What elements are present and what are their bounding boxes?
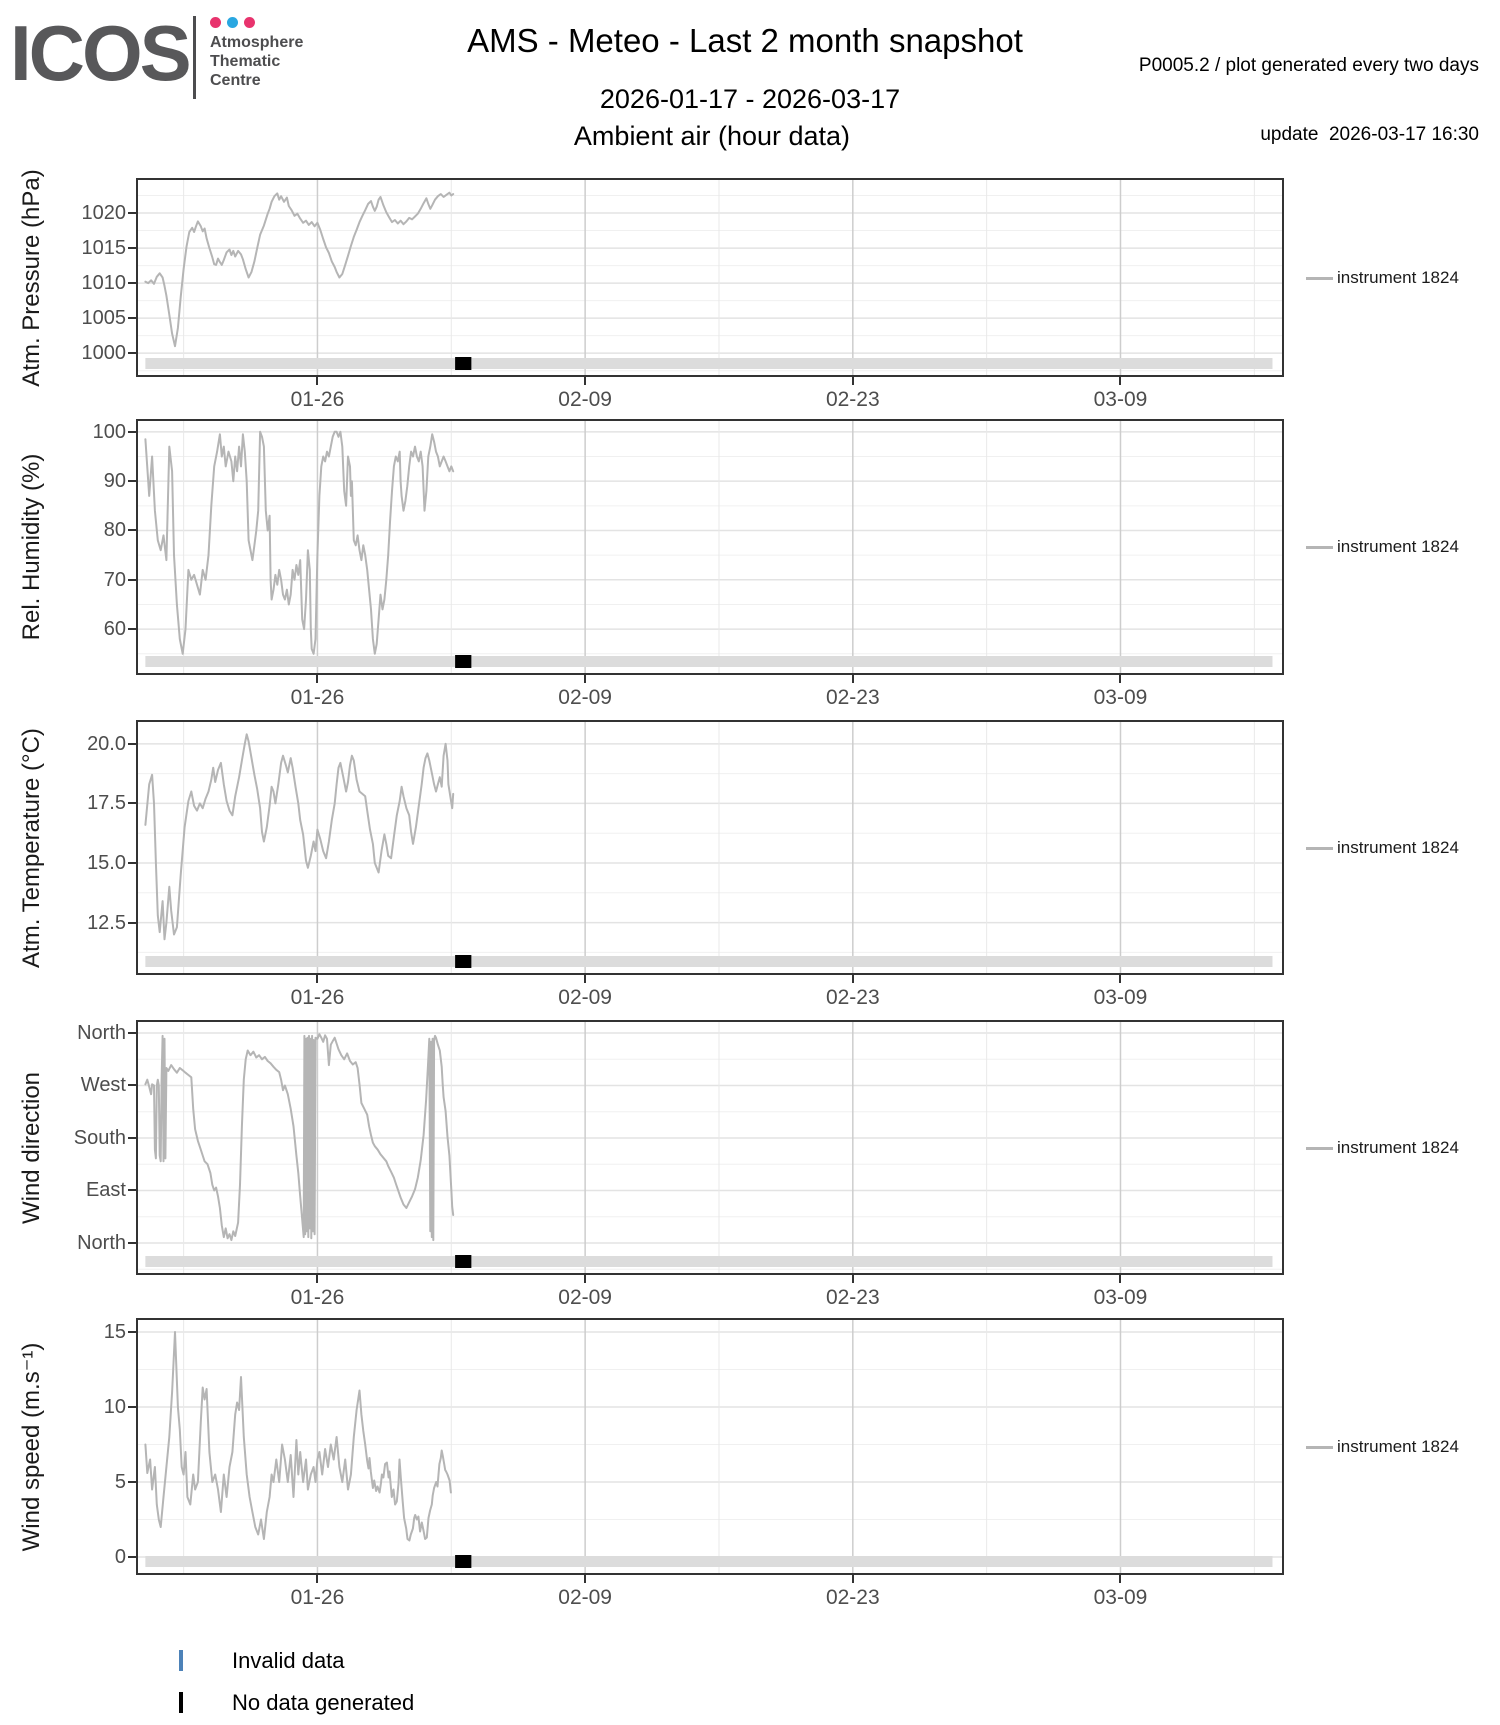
dataset-subtitle: Ambient air (hour data) [573,121,851,151]
y-tick-label-wind-speed: 0 [114,1545,126,1568]
y-tick-label-humidity: 60 [103,618,126,641]
x-tick-label: 02-23 [825,686,880,709]
x-tick-mark [852,975,854,983]
plot-area-wind-speed [136,1318,1284,1575]
legend-instrument-label: instrument 1824 [1337,267,1459,287]
x-tick-label: 03-09 [1093,686,1148,709]
y-tick-label-temperature: 12.5 [87,911,126,934]
plot-meta-line-1: P0005.2 / plot generated every two days [1138,55,1479,76]
legend-line-swatch [1306,1147,1333,1150]
y-tick-label-temperature: 17.5 [87,792,126,815]
y-tick-label-wind-direction: North [77,1231,126,1254]
no-data-segment [455,1555,471,1568]
x-tick-mark [852,1275,854,1283]
x-tick-label: 03-09 [1093,1286,1148,1309]
x-tick-mark [852,1575,854,1583]
y-tick-label-wind-speed: 15 [103,1320,126,1343]
y-axis-title-humidity: Rel. Humidity (%) [18,453,45,641]
y-tick-mark [128,1137,136,1139]
logo-subtitle-line: Centre [210,72,261,89]
y-tick-mark [128,1032,136,1034]
y-tick-label-pressure: 1000 [81,342,126,365]
y-tick-mark [128,1331,136,1333]
x-tick-label: 02-09 [558,986,612,1009]
legend-line-swatch [1306,847,1333,850]
legend-line-swatch [1306,546,1333,549]
x-tick-mark [1119,975,1121,983]
y-axis-title-wind-direction: Wind direction [18,1071,45,1224]
x-tick-label: 02-09 [558,388,612,411]
y-tick-label-wind-direction: North [77,1022,126,1044]
x-tick-mark [852,377,854,385]
y-axis-title-temperature: Atm. Temperature (°C) [18,727,45,968]
x-tick-mark [584,1575,586,1583]
y-tick-label-humidity: 90 [103,470,126,493]
y-tick-label-pressure: 1020 [81,202,126,225]
availability-bar [145,1556,1272,1567]
legend-instrument-label: instrument 1824 [1337,537,1459,556]
invalid-data-label: Invalid data [232,1648,345,1673]
y-tick-mark [128,579,136,581]
y-tick-label-pressure: 1010 [81,272,126,295]
y-tick-mark [128,1406,136,1408]
x-tick-label: 01-26 [290,1586,345,1609]
availability-bar [145,956,1272,967]
y-tick-mark [128,212,136,214]
y-tick-label-wind-direction: West [80,1074,126,1097]
no-data-segment [455,955,471,968]
legend-instrument-label: instrument 1824 [1337,1137,1459,1157]
y-tick-mark [128,352,136,354]
y-tick-mark [128,480,136,482]
y-tick-label-temperature: 20.0 [87,732,126,755]
y-tick-label-wind-speed: 10 [103,1395,126,1418]
y-tick-label-humidity: 80 [103,519,126,542]
x-tick-label: 03-09 [1093,1586,1148,1609]
y-tick-mark [128,1242,136,1244]
x-tick-label: 02-23 [825,1586,880,1609]
y-tick-mark [128,1189,136,1191]
y-tick-mark [128,1481,136,1483]
x-tick-label: 02-23 [825,986,880,1009]
x-tick-mark [316,1275,318,1283]
y-tick-mark [128,431,136,433]
y-axis-title-wind-speed: Wind speed (m.s⁻¹) [18,1342,45,1551]
x-tick-mark [1119,1575,1121,1583]
legend-line-swatch [1306,277,1333,280]
no-data-segment [455,655,471,668]
y-tick-mark [128,862,136,864]
x-tick-label: 02-23 [825,1286,880,1309]
x-tick-label: 02-09 [558,686,612,709]
x-tick-mark [584,1275,586,1283]
x-tick-label: 02-09 [558,1586,612,1609]
legend-instrument-label: instrument 1824 [1337,1436,1459,1456]
y-tick-mark [128,247,136,249]
no-data-segment [455,1255,471,1268]
y-tick-label-pressure: 1015 [81,237,126,260]
y-tick-label-pressure: 1005 [81,307,126,330]
logo-dot-blue [227,17,238,28]
availability-bar [145,656,1272,667]
plot-meta [1139,8,1479,192]
x-tick-label: 01-26 [290,388,345,411]
x-tick-label: 01-26 [290,986,345,1009]
legend-instrument-label: instrument 1824 [1337,837,1459,857]
y-tick-mark [128,922,136,924]
logo-subtitle-line: Atmosphere [210,34,304,51]
y-tick-label-wind-direction: South [73,1126,126,1149]
x-tick-mark [316,975,318,983]
no-data-generated-mark-icon [179,1692,183,1713]
x-tick-label: 03-09 [1093,986,1148,1009]
plot-area-pressure [136,178,1284,377]
x-tick-label: 02-09 [558,1286,612,1309]
logo-dot-pink-2 [244,17,255,28]
x-tick-mark [1119,377,1121,385]
x-tick-mark [316,675,318,683]
y-tick-mark [128,743,136,745]
availability-bar [145,358,1272,369]
y-tick-mark [128,1556,136,1558]
x-tick-mark [584,377,586,385]
logo-dot-pink-1 [210,17,221,28]
y-tick-label-temperature: 15.0 [87,851,126,874]
logo-separator [193,16,196,99]
y-tick-label-wind-direction: East [85,1179,126,1202]
x-tick-label: 01-26 [290,1286,345,1309]
page-title: AMS - Meteo - Last 2 month snapshot [467,22,1023,59]
logo-subtitle-line: Thematic [210,53,281,70]
y-axis-title-pressure: Atm. Pressure (hPa) [18,168,45,387]
no-data-generated-label: No data generated [232,1690,415,1715]
y-tick-label-humidity: 100 [92,420,126,443]
no-data-segment [455,357,471,370]
y-tick-mark [128,317,136,319]
x-tick-label: 03-09 [1093,388,1148,411]
date-range-subtitle: 2026-01-17 - 2026-03-17 [599,84,901,114]
plot-area-temperature [136,720,1284,975]
y-tick-label-humidity: 70 [103,568,126,591]
x-tick-mark [852,675,854,683]
logo-dots [210,17,255,28]
y-tick-mark [128,628,136,630]
x-tick-mark [584,675,586,683]
x-tick-label: 02-23 [825,388,880,411]
availability-bar [145,1256,1272,1267]
y-tick-mark [128,282,136,284]
plot-area-humidity [136,419,1284,675]
x-tick-label: 01-26 [290,686,345,709]
invalid-data-mark-icon [179,1650,183,1671]
y-tick-mark [128,802,136,804]
x-tick-mark [1119,675,1121,683]
x-tick-mark [316,1575,318,1583]
x-tick-mark [1119,1275,1121,1283]
icos-logo-wordmark: ICOS [10,9,189,97]
logo-subtitle [210,33,303,90]
plot-meta-line-2: update 2026-03-17 16:30 [1260,124,1479,145]
legend-line-swatch [1306,1446,1333,1449]
plot-area-wind-direction [136,1020,1284,1275]
x-tick-mark [316,377,318,385]
y-tick-mark [128,529,136,531]
x-tick-mark [584,975,586,983]
y-tick-mark [128,1084,136,1086]
y-tick-label-wind-speed: 5 [114,1470,126,1493]
